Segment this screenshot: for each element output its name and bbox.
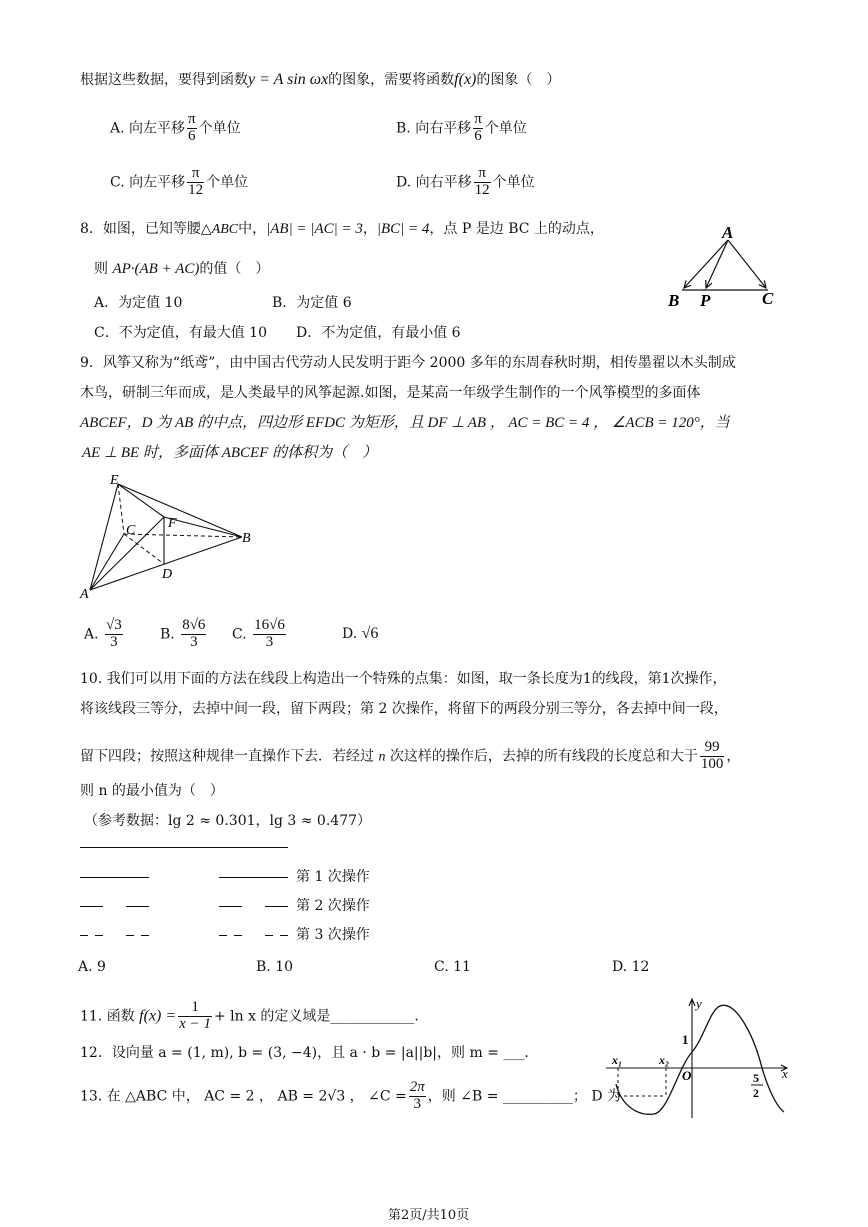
cantor-step1-left <box>80 877 149 878</box>
q10-option-d[interactable]: D. 12 <box>612 959 650 975</box>
q9-option-a[interactable]: A. $\frac{√3}{3}$ <box>84 617 122 650</box>
q9-label-d: D <box>162 567 173 582</box>
q8-line2-pre: 则 <box>94 261 108 277</box>
q7-opt-b-post: 个单位 <box>484 120 527 137</box>
q10-reference: （参考数据：lg 2 ≈ 0.301，lg 3 ≈ 0.477） <box>84 813 372 829</box>
q7-option-b[interactable] <box>396 112 527 145</box>
q7-opt-b-pre: B. 向右平移 <box>396 120 472 137</box>
q12-stem: 12．设向量 a = (1, m), b = (3, −4)，且 a · b = |a||b|，则 m = ___. <box>80 1045 529 1061</box>
q10-line3: 留下四段；按照这种规律一直操作下去．若经过 n 次这样的操作后，去掉的所有线段的长度总和大于 $\frac{99}{100}$ ， <box>80 739 741 772</box>
q9-edge-cd-hidden <box>124 534 164 564</box>
q7-opt-c-frac: $\frac{\pi}{12}$ <box>188 165 204 198</box>
q8-expr: AP·(AB + AC) <box>112 261 200 277</box>
q10-line1: 10. 我们可以用下面的方法在线段上构造出一个特殊的点集：如图，取一条长度为1的线段，第1次操作， <box>80 671 727 687</box>
q9-label-b: B <box>242 531 251 546</box>
q8-cond2: |BC| = 4 <box>376 221 430 237</box>
cantor-step3-b <box>95 935 103 936</box>
graph-label-x: x <box>782 1066 788 1081</box>
q9-option-c[interactable]: C. $\frac{16√6}{3}$ <box>232 617 285 650</box>
q8-label-p: P <box>700 291 711 310</box>
q13-stem: 13. 在 △ABC 中， AC = 2 ， AB = 2√3 ， ∠C = $\frac{2\pi}{3}$ ，则 ∠B = __________； D 为 <box>80 1079 622 1112</box>
q9-label-a: A <box>80 587 89 602</box>
cantor-step3-c <box>126 935 134 936</box>
q10-frac: $\frac{99}{100}$ <box>700 739 724 772</box>
q9-opt-b-frac: $\frac{8√6}{3}$ <box>182 617 206 650</box>
cantor-step3-a <box>80 935 88 936</box>
q9-line4: AE ⊥ BE 时，多面体 ABCEF 的体积为（ ） <box>82 445 378 461</box>
q8-triangle-figure <box>660 222 790 314</box>
q9-edge-ab <box>90 537 242 590</box>
q8-vec-ab <box>684 240 728 288</box>
q8-label-b: B <box>668 291 680 310</box>
graph-label-x2: x₂ <box>659 1053 670 1067</box>
q9-opt-a-frac: $\frac{√3}{3}$ <box>106 617 122 650</box>
graph-label-y: y <box>696 996 702 1011</box>
cantor-step3-label: 第 3 次操作 <box>296 927 370 943</box>
q7-opt-c-post: 个单位 <box>206 174 249 191</box>
q9-label-e: E <box>110 473 119 488</box>
sine-graph-figure <box>604 996 794 1120</box>
q9-option-d[interactable]: D. √6 <box>342 625 379 642</box>
q8-line1-pre: 8．如图，已知等腰△ <box>80 221 212 237</box>
q8-option-a[interactable]: A．为定值 10 <box>94 295 183 311</box>
q7-opt-a-pre: A. 向左平移 <box>110 120 186 137</box>
graph-label-one: 1 <box>682 1032 689 1047</box>
cantor-step1-label: 第 1 次操作 <box>296 869 370 885</box>
q8-line2-post: 的值（ ） <box>199 261 270 277</box>
graph-label-origin: O <box>682 1068 692 1083</box>
q9-line3: ABCEF，D 为 AB 的中点，四边形 EFDC 为矩形，且 DF ⊥ AB ， AC = BC = 4 ， ∠ACB = 120°，当 <box>80 415 730 431</box>
q8-option-d[interactable]: D．不为定值，有最小值 6 <box>296 325 461 341</box>
q10-option-b[interactable]: B. 10 <box>256 959 294 975</box>
q7-option-c[interactable] <box>110 166 248 199</box>
q7-stem <box>80 72 560 88</box>
q7-formula: y = A sin ωx <box>248 71 329 88</box>
q9-opt-c-frac: $\frac{16√6}{3}$ <box>254 617 285 650</box>
q9-option-b[interactable]: B. $\frac{8√6}{3}$ <box>160 617 206 650</box>
cantor-step2-d <box>265 906 288 907</box>
q8-vec-ac <box>728 240 766 288</box>
q8-sep: ， <box>362 221 377 237</box>
q9-edge-cb-hidden <box>124 534 242 537</box>
q7-opt-d-pre: D. 向右平移 <box>396 174 472 191</box>
cantor-step1-right <box>219 877 288 878</box>
q7-opt-d-post: 个单位 <box>492 174 535 191</box>
q8-stem-line1 <box>80 222 604 237</box>
q7-stem-post: 的图象（ ） <box>476 72 561 88</box>
cantor-step3-h <box>280 935 288 936</box>
q7-opt-b-frac: $\frac{\pi}{6}$ <box>474 111 482 144</box>
q9-edge-ea <box>90 484 118 590</box>
cantor-step3-e <box>219 935 227 936</box>
cantor-step3-g <box>265 935 273 936</box>
cantor-step2-a <box>80 906 103 907</box>
q8-label-c: C <box>762 289 774 308</box>
q9-polyhedron-figure <box>74 472 264 604</box>
graph-label-x1: x₁ <box>612 1053 623 1067</box>
q7-option-d[interactable] <box>396 166 535 199</box>
q8-stem-line2 <box>94 262 269 277</box>
q8-option-b[interactable]: B．为定值 6 <box>272 295 352 311</box>
q9-edge-eb <box>118 484 242 537</box>
q9-line1: 9．风筝又称为“纸鸢”，由中国古代劳动人民发明于距今 2000 多年的东周春秋时期，相传墨翟以木头制成 <box>80 355 736 371</box>
cantor-step2-label: 第 2 次操作 <box>296 898 370 914</box>
cantor-step2-c <box>219 906 242 907</box>
q7-option-a[interactable] <box>110 112 241 145</box>
cantor-step2-b <box>126 906 149 907</box>
q7-stem-mid: 的图象，需要将函数 <box>328 72 455 88</box>
cantor-step3-d <box>141 935 149 936</box>
q9-label-c: C <box>126 523 136 538</box>
q8-label-a: A <box>722 223 734 242</box>
q8-vec-ap <box>706 240 728 288</box>
q9-line2: 木鸟，研制三年而成，是人类最早的风筝起源.如图，是某高一年级学生制作的一个风筝模型的多面体 <box>80 385 701 401</box>
q10-option-c[interactable]: C. 11 <box>434 959 471 975</box>
q8-line1-post: ，点 P 是边 BC 上的动点， <box>429 221 604 237</box>
graph-label-two: 2 <box>753 1086 759 1100</box>
graph-label-five: 5 <box>753 1071 759 1085</box>
q10-option-a[interactable]: A. 9 <box>78 959 106 975</box>
q9-edge-ec-hidden <box>118 484 124 534</box>
q7-opt-a-frac: $\frac{\pi}{6}$ <box>188 111 196 144</box>
q8-abc: ABC <box>211 222 239 237</box>
q7-opt-d-frac: $\frac{\pi}{12}$ <box>474 165 490 198</box>
q7-opt-c-pre: C. 向左平移 <box>110 174 186 191</box>
q11-stem: 11. 函数 f(x) = $\frac{1}{x - 1}$ + ln x 的定义域是____________. <box>80 999 419 1032</box>
q10-line2: 将该线段三等分，去掉中间一段，留下两段；第 2 次操作，将留下的两段分别三等分，各去掉中间一段， <box>80 701 728 717</box>
cantor-full-line <box>80 847 288 848</box>
q13-frac: $\frac{2\pi}{3}$ <box>409 1079 425 1112</box>
q7-stem-pre: 根据这些数据，要得到函数 <box>80 72 248 88</box>
q11-frac: $\frac{1}{x - 1}$ <box>179 999 211 1032</box>
cantor-step3-f <box>234 935 242 936</box>
q8-option-c[interactable]: C．不为定值，有最大值 10 <box>94 325 267 341</box>
q10-line4: 则 n 的最小值为（ ） <box>80 783 224 799</box>
q9-label-f: F <box>168 516 177 531</box>
q7-fx: f(x) <box>454 71 477 88</box>
q8-line1-mid: 中， <box>238 221 267 237</box>
page-footer: 第2页/共10页 <box>388 1208 470 1223</box>
q7-opt-a-post: 个单位 <box>198 120 241 137</box>
q8-cond1: |AB| = |AC| = 3 <box>266 221 363 237</box>
